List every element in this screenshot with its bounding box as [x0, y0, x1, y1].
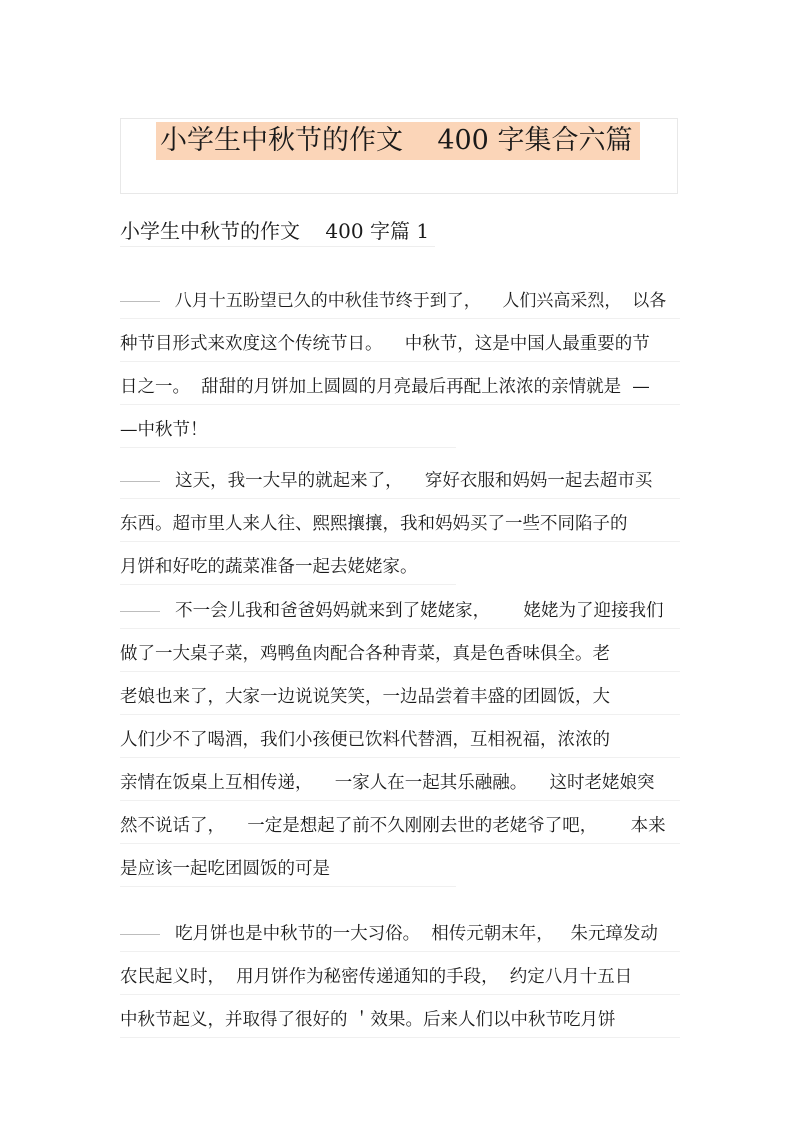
paragraph-line: 老娘也来了，大家一边说说笑笑，一边品尝着丰盛的团圆饭，大 — [120, 676, 680, 719]
document-title: 小学生中秋节的作文 400 字集合六篇 — [156, 122, 640, 160]
paragraph-line: 日之一。 甜甜的月饼加上圆圆的月亮最后再配上浓浓的亲情就是 — — [120, 366, 680, 409]
paragraph-4 — [120, 913, 680, 1042]
paragraph-line: 是应该一起吃团圆饭的可是 — [120, 848, 680, 891]
paragraph-line: 人们少不了喝酒，我们小孩便已饮料代替酒，互相祝福，浓浓的 — [120, 719, 680, 762]
indent-mark — [120, 934, 160, 935]
paragraph-line: 农民起义时， 用月饼作为秘密传递通知的手段， 约定八月十五日 — [120, 956, 680, 999]
line-text: 吃月饼也是中秋节的一大习俗。 相传元朝末年， 朱元璋发动 — [164, 924, 658, 944]
line-text: 八月十五盼望已久的中秋佳节终于到了， 人们兴高采烈， 以各 — [164, 291, 667, 311]
section-heading: 小学生中秋节的作文 400 字篇 1 — [120, 219, 430, 243]
paragraph-line: —中秋节！ — [120, 409, 680, 452]
paragraph-line: 然不说话了， 一定是想起了前不久刚刚去世的老姥爷了吧， 本来 — [120, 805, 680, 848]
paragraph-line: 中秋节起义，并取得了很好的 ＇效果。后来人们以中秋节吃月饼 — [120, 999, 680, 1042]
paragraph-line — [120, 280, 680, 323]
paragraph-line: 种节目形式来欢度这个传统节日。 中秋节，这是中国人最重要的节 — [120, 323, 680, 366]
paragraph-line: 月饼和好吃的蔬菜准备一起去姥姥家。 — [120, 546, 680, 589]
paragraph-line — [120, 460, 680, 503]
section-heading-rule — [120, 246, 435, 247]
line-text: 这天，我一大早的就起来了， 穿好衣服和妈妈一起去超市买 — [164, 471, 653, 491]
indent-mark — [120, 611, 160, 612]
paragraph-line — [120, 913, 680, 956]
paragraph-line: 做了一大桌子菜，鸡鸭鱼肉配合各种青菜，真是色香味俱全。老 — [120, 633, 680, 676]
paragraph-1 — [120, 280, 680, 452]
indent-mark — [120, 301, 160, 302]
paragraph-line: 东西。超市里人来人往、熙熙攘攘，我和妈妈买了一些不同陷子的 — [120, 503, 680, 546]
paragraph-line — [120, 590, 680, 633]
paragraph-line: 亲情在饭桌上互相传递， 一家人在一起其乐融融。 这时老姥娘突 — [120, 762, 680, 805]
paragraph-3 — [120, 590, 680, 891]
line-text: 不一会儿我和爸爸妈妈就来到了姥姥家， 姥姥为了迎接我们 — [164, 601, 664, 621]
indent-mark — [120, 481, 160, 482]
paragraph-2 — [120, 460, 680, 589]
